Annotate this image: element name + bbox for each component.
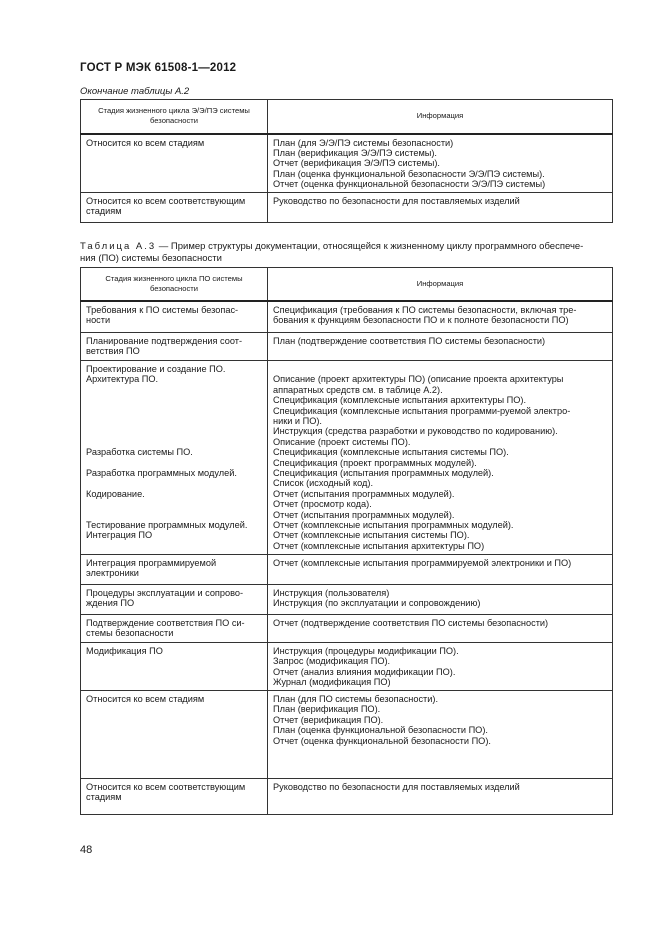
stage-cell xyxy=(81,134,268,193)
info-line: Отчет (испытания программных модулей). xyxy=(273,509,455,520)
table-a3-caption-text-2: ния (ПО) системы безопасности xyxy=(80,253,222,264)
stage-line: ветствия ПО xyxy=(86,346,140,357)
info-line: Отчет (испытания программных модулей). xyxy=(273,488,455,499)
info-line: Отчет (верификация Э/Э/ПЭ системы). xyxy=(273,158,440,169)
stage-line: Относится ко всем стадиям xyxy=(86,137,205,148)
stage-cell xyxy=(81,192,268,222)
stage-line xyxy=(86,406,262,416)
stage-line: Разработка системы ПО. xyxy=(86,447,193,458)
stage-line: Разработка программных модулей. xyxy=(86,467,237,478)
stage-line: Процедуры эксплуатации и сопрово- xyxy=(86,588,244,598)
table-a3-caption xyxy=(80,241,620,265)
table-a3 xyxy=(80,267,613,815)
info-line: План (подтверждение соответствия ПО системы безопасности) xyxy=(273,336,546,346)
info-cell xyxy=(268,333,613,361)
info-line: Спецификация (комплексные испытания программи-руемой электро- xyxy=(273,405,571,416)
info-line: Инструкция (пользователя) xyxy=(273,588,390,598)
info-line: Спецификация (проект программных модулей). xyxy=(273,457,477,468)
stage-cell xyxy=(81,361,268,555)
stage-line: Подтверждение соответствия ПО си- xyxy=(86,618,245,628)
stage-line: стадиям xyxy=(86,205,122,216)
info-line: Отчет (комплексные испытания программируемой электроники и ПО) xyxy=(273,558,572,568)
info-line: Спецификация (комплексные испытания архитектуры ПО). xyxy=(273,395,527,406)
stage-line: стадиям xyxy=(86,792,122,803)
info-line: План (верификация Э/Э/ПЭ системы). xyxy=(273,147,437,158)
info-line: План (для Э/Э/ПЭ системы безопасности) xyxy=(273,137,454,148)
info-cell xyxy=(268,643,613,691)
stage-line xyxy=(86,499,262,509)
table-row xyxy=(81,643,613,691)
stage-cell xyxy=(81,643,268,691)
info-line: План (для ПО системы безопасности). xyxy=(273,694,439,704)
table-row xyxy=(81,361,613,555)
info-line: Отчет (комплексные испытания программных модулей). xyxy=(273,520,514,531)
table-row xyxy=(81,192,613,222)
info-cell xyxy=(268,779,613,815)
stage-cell xyxy=(81,555,268,585)
stage-cell xyxy=(81,333,268,361)
stage-line: Относится ко всем соответствующим xyxy=(86,195,246,206)
stage-line: Требования к ПО системы безопас- xyxy=(86,304,239,315)
info-line: Отчет (оценка функциональной безопасности Э/Э/ПЭ системы) xyxy=(273,179,546,190)
stage-cell xyxy=(81,301,268,333)
stage-cell xyxy=(81,779,268,815)
info-cell xyxy=(268,301,613,333)
table-a2 xyxy=(80,99,613,223)
table-a3-header-info: Информация xyxy=(268,268,613,301)
page-number: 48 xyxy=(80,844,93,856)
info-line: Описание (проект системы ПО). xyxy=(273,436,411,447)
info-line: Руководство по безопасности для поставляемых изделий xyxy=(273,195,520,206)
info-line: Отчет (просмотр кода). xyxy=(273,499,372,510)
stage-line xyxy=(86,458,262,468)
table-a2-header-info: Информация xyxy=(268,100,613,134)
info-line: Спецификация (комплексные испытания системы ПО). xyxy=(273,447,509,458)
info-line: Запрос (модификация ПО). xyxy=(273,656,391,667)
stage-line: Относится ко всем соответствующим xyxy=(86,782,246,792)
table-row xyxy=(81,585,613,615)
stage-line: ждения ПО xyxy=(86,598,135,609)
table-row xyxy=(81,691,613,779)
stage-line xyxy=(86,395,262,405)
stage-line xyxy=(86,437,262,447)
info-line: Отчет (подтверждение соответствия ПО системы безопасности) xyxy=(273,618,549,628)
info-line: Журнал (модификация ПО) xyxy=(273,677,391,688)
document-title: ГОСТ Р МЭК 61508-1—2012 xyxy=(80,62,237,74)
info-cell xyxy=(268,192,613,222)
stage-line: Относится ко всем стадиям xyxy=(86,694,205,704)
stage-line: Интеграция программируемой xyxy=(86,558,217,568)
info-line: Инструкция (процедуры модификации ПО). xyxy=(273,646,459,656)
stage-line: электроники xyxy=(86,568,139,579)
info-line: Отчет (верификация ПО). xyxy=(273,714,384,725)
stage-line: Интеграция ПО xyxy=(86,530,153,541)
info-line xyxy=(273,364,607,374)
table-row xyxy=(81,779,613,815)
info-line: аппаратных средств см. в таблице А.2). xyxy=(273,384,443,395)
info-line: Инструкция (средства разработки и руководство по кодированию). xyxy=(273,426,558,437)
info-cell xyxy=(268,585,613,615)
stage-line xyxy=(86,385,262,395)
stage-line: ности xyxy=(86,314,111,325)
info-line: Инструкция (по эксплуатации и сопровождению) xyxy=(273,598,481,609)
stage-line: Тестирование программных модулей. xyxy=(86,519,248,530)
info-line: Руководство по безопасности для поставляемых изделий xyxy=(273,782,520,792)
stage-line: Модификация ПО xyxy=(86,646,163,656)
info-line: ники и ПО). xyxy=(273,416,322,427)
info-line: Отчет (анализ влияния модификации ПО). xyxy=(273,666,456,677)
stage-line xyxy=(86,510,262,520)
info-cell xyxy=(268,134,613,193)
info-line: Отчет (комплексные испытания системы ПО). xyxy=(273,530,470,541)
info-line: Список (исходный код). xyxy=(273,478,374,489)
stage-line: Архитектура ПО. xyxy=(86,374,159,385)
info-cell xyxy=(268,361,613,555)
info-line: План (верификация ПО). xyxy=(273,704,381,715)
stage-line: Проектирование и создание ПО. xyxy=(86,364,226,374)
table-row xyxy=(81,615,613,643)
stage-line: стемы безопасности xyxy=(86,628,174,639)
table-a2-caption: Окончание таблицы А.2 xyxy=(80,86,190,97)
table-a2-header-stage: Стадия жизненного цикла Э/Э/ПЭ системы безопасности xyxy=(81,100,268,134)
stage-line xyxy=(86,478,262,488)
info-line: бования к функциям безопасности ПО и к полноте безопасности ПО) xyxy=(273,314,569,325)
info-line: Описание (проект архитектуры ПО) (описание проекта архитектуры xyxy=(273,374,564,385)
table-row xyxy=(81,134,613,193)
info-line: Отчет (комплексные испытания архитектуры ПО) xyxy=(273,540,485,551)
info-cell xyxy=(268,691,613,779)
table-a3-caption-text: — Пример структуры документации, относящейся к жизненному циклу программного обеспече- xyxy=(156,241,584,252)
stage-line xyxy=(86,426,262,436)
table-row xyxy=(81,301,613,333)
info-line: Отчет (оценка функциональной безопасности ПО). xyxy=(273,735,491,746)
stage-cell xyxy=(81,691,268,779)
info-line: Спецификация (требования к ПО системы безопасности, включая тре- xyxy=(273,304,577,315)
info-line: План (оценка функциональной безопасности ПО). xyxy=(273,725,488,736)
stage-cell xyxy=(81,615,268,643)
info-line: Спецификация (испытания программных модулей). xyxy=(273,468,494,479)
stage-cell xyxy=(81,585,268,615)
table-a3-caption-label: Таблица А.3 xyxy=(80,241,157,252)
table-row xyxy=(81,555,613,585)
stage-line: Планирование подтверждения соот- xyxy=(86,336,243,346)
stage-line xyxy=(86,416,262,426)
table-a3-header-stage: Стадия жизненного цикла ПО системы безопасности xyxy=(81,268,268,301)
table-row xyxy=(81,333,613,361)
info-line: План (оценка функциональной безопасности Э/Э/ПЭ системы). xyxy=(273,168,545,179)
table-a2-body xyxy=(81,134,613,223)
table-a3-body xyxy=(81,301,613,815)
info-cell xyxy=(268,555,613,585)
stage-line: Кодирование. xyxy=(86,488,145,499)
info-cell xyxy=(268,615,613,643)
